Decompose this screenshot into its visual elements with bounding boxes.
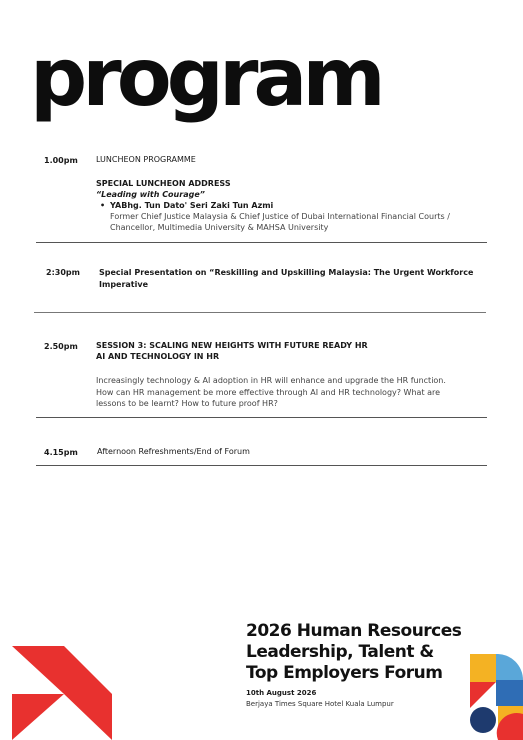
logo-triangle [12, 694, 64, 740]
forum-venue: Berjaya Times Square Hotel Kuala Lumpur [246, 700, 394, 708]
deco-quarter-circle [496, 654, 523, 680]
session-time: 4.15pm [44, 448, 78, 457]
session-time: 1.00pm [44, 156, 78, 165]
session-desc: lessons to be learnt? How to future proof HR? [96, 399, 278, 408]
session-heading: Imperative [99, 280, 149, 289]
triangle-logo-graphic [12, 646, 112, 740]
session-heading: Special Presentation on “Reskilling and Upskilling Malaysia: The Urgent Workforce [99, 268, 474, 277]
session-time: 2.50pm [44, 342, 78, 351]
divider [36, 242, 487, 243]
session-heading: SESSION 3: SCALING NEW HEIGHTS WITH FUTURE READY HR [96, 341, 368, 350]
session-desc: Increasingly technology & AI adoption in HR will enhance and upgrade the HR function. [96, 376, 446, 385]
deco-red-triangle [470, 682, 496, 708]
page-title: program [30, 31, 381, 124]
divider [36, 417, 487, 418]
deco-yellow-block [470, 654, 496, 682]
logo-triangle [64, 694, 112, 740]
forum-title [246, 621, 461, 684]
session-heading: LUNCHEON PROGRAMME [96, 155, 196, 164]
forum-title-line: Leadership, Talent & [246, 642, 434, 662]
bullet: • [100, 201, 106, 210]
logo-triangle [64, 646, 112, 694]
divider [36, 465, 487, 466]
forum-title-line: 2026 Human Resources [246, 621, 462, 641]
session-subheading: SPECIAL LUNCHEON ADDRESS [96, 179, 231, 188]
speaker-desc: Former Chief Justice Malaysia & Chief Justice of Dubai International Financial Courts / [110, 212, 450, 221]
session-quote: “Leading with Courage” [96, 190, 205, 199]
session-heading: Afternoon Refreshments/End of Forum [97, 447, 250, 456]
speaker-name: YABhg. Tun Dato' Seri Zaki Tun Azmi [110, 201, 274, 210]
forum-title-line: Top Employers Forum [246, 663, 443, 683]
session-desc: How can HR management be more effective through AI and HR technology? What are [96, 388, 441, 397]
deco-circle [470, 707, 496, 733]
forum-date: 10th August 2026 [246, 689, 317, 697]
session-heading: AI AND TECHNOLOGY IN HR [96, 352, 220, 361]
divider [34, 312, 486, 313]
deco-blue-block [496, 680, 523, 706]
speaker-desc: Chancellor, Multimedia University & MAHSA University [110, 223, 329, 232]
session-time: 2:30pm [46, 268, 80, 277]
geometric-decoration [470, 654, 523, 740]
